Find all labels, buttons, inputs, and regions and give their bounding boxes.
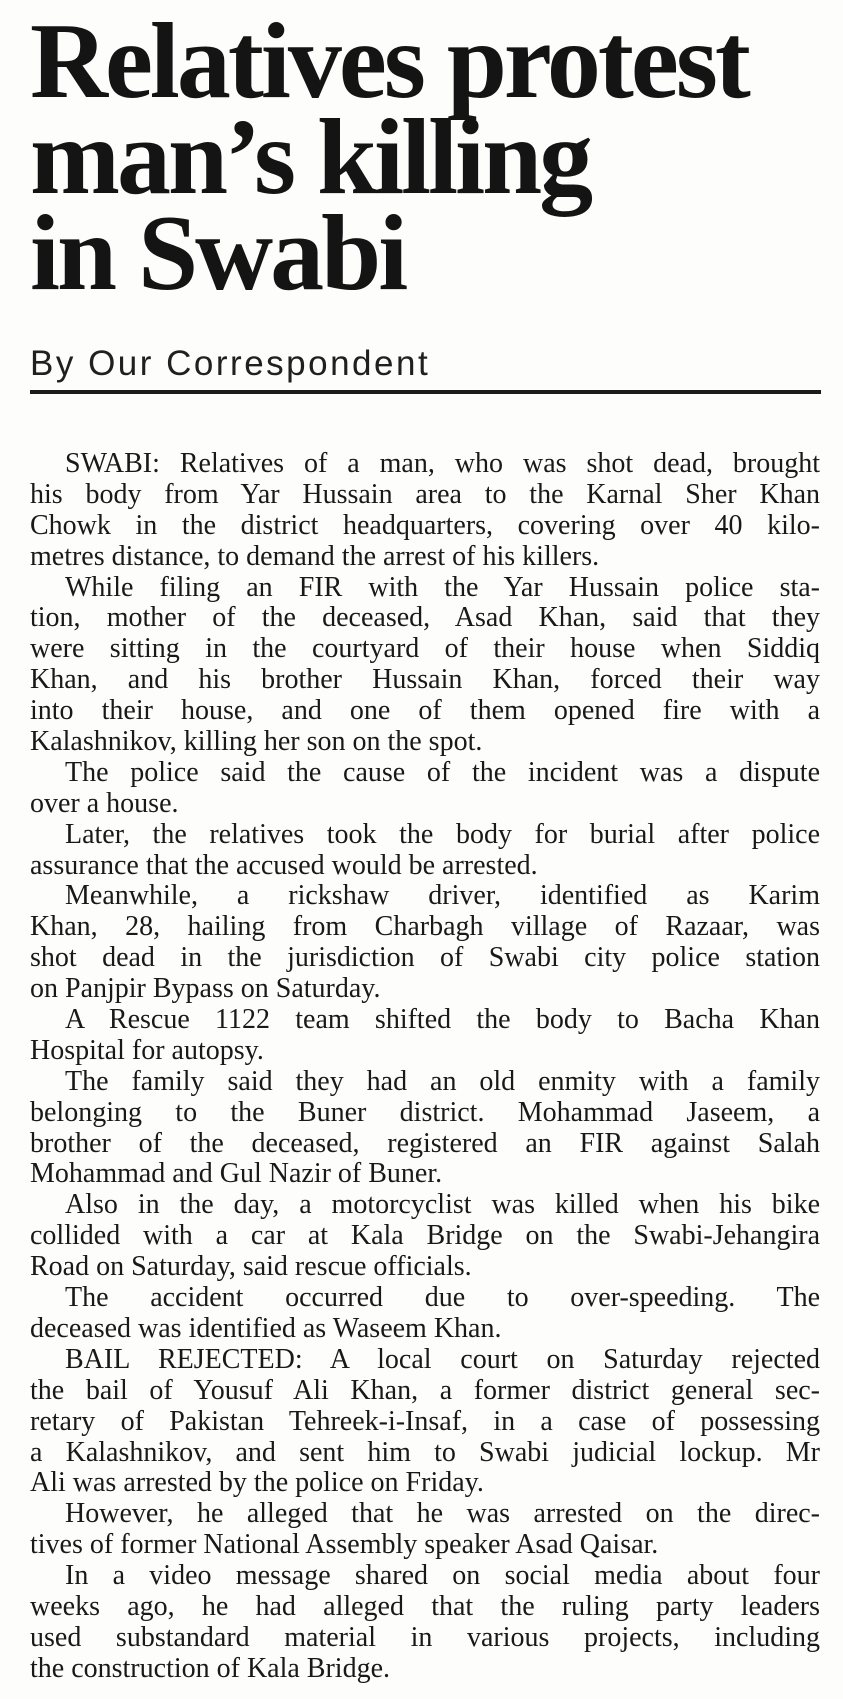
body-line: SWABI: Relatives of a man, who was shot dead, brought bbox=[65, 448, 820, 479]
body-line: assurance that the accused would be arrested. bbox=[30, 849, 538, 881]
paragraph bbox=[30, 1067, 820, 1191]
body-line: Later, the relatives took the body for burial after police bbox=[65, 818, 820, 850]
paragraph bbox=[30, 881, 820, 1005]
article-body bbox=[30, 449, 820, 1685]
paragraph bbox=[30, 1499, 820, 1561]
article-byline: By Our Correspondent bbox=[30, 344, 431, 383]
body-line: However, he alleged that he was arrested on the direc- bbox=[65, 1498, 820, 1530]
body-line: over a house. bbox=[30, 787, 179, 819]
body-line: weeks ago, he had alleged that the ruling party leaders bbox=[30, 1590, 820, 1622]
body-line: were sitting in the courtyard of their house when Siddiq bbox=[30, 633, 820, 665]
body-line: Khan, and his brother Hussain Khan, forced their way bbox=[30, 664, 820, 696]
paragraph bbox=[30, 573, 820, 758]
body-line: A Rescue 1122 team shifted the body to Bacha Khan bbox=[65, 1004, 820, 1036]
body-line: retary of Pakistan Tehreek-i-Insaf, in a case of possessing bbox=[30, 1405, 820, 1437]
body-line: belonging to the Buner district. Mohammad Jaseem, a bbox=[30, 1096, 820, 1128]
paragraph bbox=[30, 1345, 820, 1499]
body-line: BAIL REJECTED: A local court on Saturday rejected bbox=[65, 1343, 820, 1375]
body-line: Kalashnikov, killing her son on the spot. bbox=[30, 726, 483, 758]
body-line: Ali was arrested by the police on Friday. bbox=[30, 1467, 484, 1499]
body-line: into their house, and one of them opened fire with a bbox=[30, 695, 820, 727]
body-line: tives of former National Assembly speaker Asad Qaisar. bbox=[30, 1529, 659, 1561]
paragraph bbox=[30, 449, 820, 573]
byline-divider-rule bbox=[30, 390, 821, 394]
body-line: Khan, 28, hailing from Charbagh village of Razaar, was bbox=[30, 911, 820, 943]
body-line: on Panjpir Bypass on Saturday. bbox=[30, 973, 381, 1005]
body-line: Also in the day, a motorcyclist was killed when his bike bbox=[65, 1189, 820, 1221]
paragraph bbox=[30, 820, 820, 882]
body-line: The police said the cause of the incident was a dispute bbox=[65, 756, 820, 788]
body-line: Meanwhile, a rickshaw driver, identified as Karim bbox=[65, 880, 820, 912]
body-line: While filing an FIR with the Yar Hussain police sta- bbox=[65, 571, 820, 603]
headline-line: in Swabi bbox=[30, 194, 406, 313]
article-headline bbox=[30, 2, 820, 313]
body-line: In a video message shared on social media about four bbox=[65, 1560, 820, 1592]
body-line: Mohammad and Gul Nazir of Buner. bbox=[30, 1158, 443, 1190]
body-line: the construction of Kala Bridge. bbox=[30, 1652, 391, 1684]
body-line: collided with a car at Kala Bridge on the Swabi-Jehangira bbox=[30, 1220, 820, 1252]
body-line: metres distance, to demand the arrest of his killers. bbox=[30, 540, 600, 572]
body-line: used substandard material in various projects, including bbox=[30, 1621, 820, 1653]
body-line: a Kalashnikov, and sent him to Swabi judicial lockup. Mr bbox=[30, 1436, 820, 1468]
body-line: Hospital for autopsy. bbox=[30, 1034, 264, 1066]
paragraph bbox=[30, 1283, 820, 1345]
paragraph bbox=[30, 1005, 820, 1067]
body-line: deceased was identified as Waseem Khan. bbox=[30, 1312, 502, 1344]
body-line: Road on Saturday, said rescue officials. bbox=[30, 1251, 472, 1283]
body-line: shot dead in the jurisdiction of Swabi city police station bbox=[30, 942, 820, 974]
body-line: the bail of Yousuf Ali Khan, a former district general sec- bbox=[30, 1374, 820, 1406]
paragraph bbox=[30, 1561, 820, 1685]
body-line: The family said they had an old enmity with a family bbox=[65, 1065, 820, 1097]
body-line: his body from Yar Hussain area to the Karnal Sher Khan bbox=[30, 478, 820, 510]
paragraph bbox=[30, 1190, 820, 1283]
body-line: The accident occurred due to over-speeding. The bbox=[65, 1282, 820, 1314]
headline-line: man’s killing bbox=[30, 98, 591, 217]
body-line: brother of the deceased, registered an FIR against Salah bbox=[30, 1127, 820, 1159]
body-line: Chowk in the district headquarters, covering over 40 kilo- bbox=[30, 509, 820, 541]
paragraph bbox=[30, 758, 820, 820]
headline-line: Relatives protest bbox=[30, 2, 748, 121]
body-line: tion, mother of the deceased, Asad Khan, said that they bbox=[30, 602, 820, 634]
